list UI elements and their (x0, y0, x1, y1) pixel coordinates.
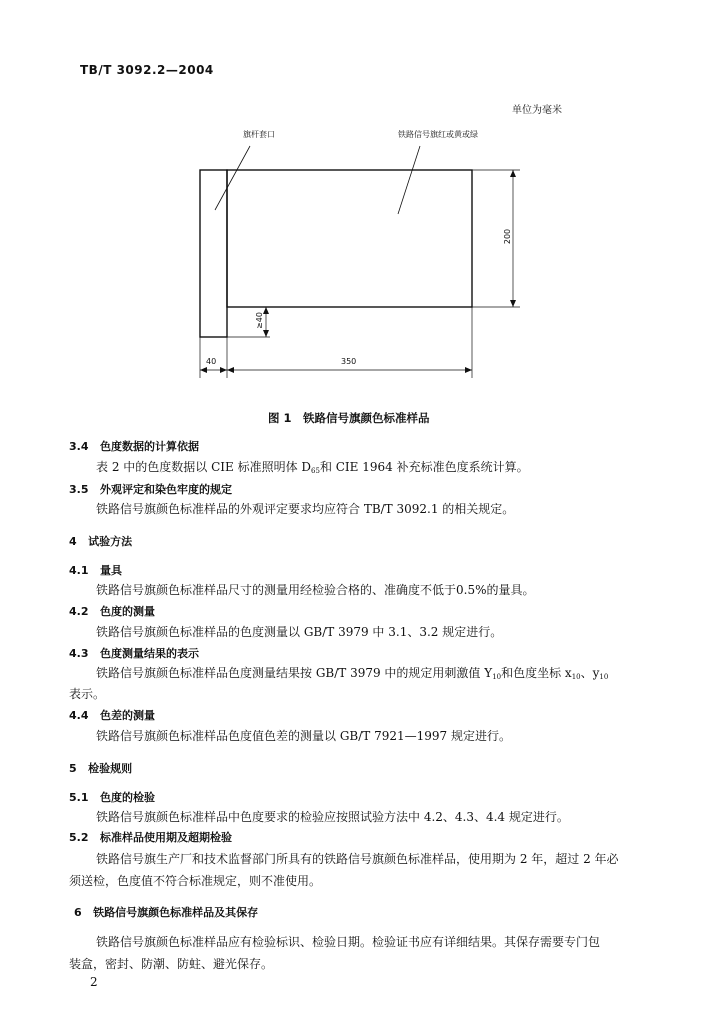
dim-label-40: 40 (206, 357, 217, 366)
heading-title: 外观评定和染色牢度的规定 (100, 483, 232, 496)
heading-3-5 (69, 481, 232, 497)
unit-note: 单位为毫米 (512, 105, 562, 116)
flag-body (227, 170, 472, 307)
heading-number: 3.4 (69, 440, 89, 453)
heading-number: 4.2 (69, 605, 89, 618)
heading-title: 检验规则 (88, 762, 133, 775)
dim-label-sleeve-height: ≥40 (254, 312, 264, 329)
paragraph-5-2-line2: 须送检，色度值不符合标准规定，则不准使用。 (69, 874, 322, 888)
paragraph-4-2: 铁路信号旗颜色标准样品的色度测量以 GB/T 3979 中 3.1、3.2 规定进行。 (96, 625, 503, 639)
heading-title: 色度测量结果的表示 (100, 647, 199, 660)
paragraph-4-1: 铁路信号旗颜色标准样品尺寸的测量用经检验合格的、准确度不低于0.5%的量具。 (96, 583, 535, 597)
paragraph-3-4: 表 2 中的色度数据以 CIE 标准照明体 $D_{65}$和 CIE 1964 补充标准色度系统计算。 (96, 460, 529, 475)
dim-label-200: 200 (503, 228, 513, 245)
heading-title: 试验方法 (88, 535, 133, 548)
heading-title: 色度的测量 (100, 605, 155, 618)
heading-title: 标准样品使用期及超期检验 (100, 831, 232, 844)
heading-5-1 (69, 789, 155, 805)
heading-4-2 (69, 603, 155, 619)
heading-number: 5 (69, 762, 77, 775)
standard-code: TB/T 3092.2—2004 (80, 63, 214, 77)
paragraph-5-2-line1: 铁路信号旗生产厂和技术监督部门所具有的铁路信号旗颜色标准样品，使用期为 2 年，超过 2 年必 (96, 852, 619, 866)
page-number: 2 (90, 975, 98, 989)
paragraph-6-line1: 铁路信号旗颜色标准样品应有检验标识、检验日期。检验证书应有详细结果。其保存需要专门包 (96, 935, 601, 949)
heading-5-2 (69, 829, 232, 845)
heading-title: 铁路信号旗颜色标准样品及其保存 (93, 906, 259, 919)
heading-6 (74, 904, 258, 920)
heading-number: 5.1 (69, 791, 89, 804)
heading-number: 4.3 (69, 647, 89, 660)
heading-4-4 (69, 707, 155, 723)
flag-leader (398, 146, 420, 214)
heading-4 (69, 533, 132, 549)
heading-title: 色度数据的计算依据 (100, 440, 199, 453)
heading-number: 4.1 (69, 564, 89, 577)
heading-4-1 (69, 562, 122, 578)
heading-number: 6 (74, 906, 82, 919)
paragraph-4-4: 铁路信号旗颜色标准样品色度值色差的测量以 GB/T 7921—1997 规定进行。 (96, 729, 511, 743)
paragraph-5-1: 铁路信号旗颜色标准样品中色度要求的检验应按照试验方法中 4.2、4.3、4.4 规定进行。 (96, 810, 569, 824)
heading-title: 色度的检验 (100, 791, 155, 804)
paragraph-4-3: 铁路信号旗颜色标准样品色度测量结果按 GB/T 3979 中的规定用刺激值 $Y_{10}$和色度坐标 $x_{10}$、$y_{10}$ (96, 666, 609, 681)
paragraph-4-3-cont: 表示。 (69, 687, 106, 701)
dim-label-350: 350 (341, 357, 357, 366)
sleeve-leader (215, 146, 250, 210)
heading-number: 4 (69, 535, 77, 548)
label-flag-color: 铁路信号旗红或黄或绿 (398, 130, 478, 139)
label-pole-sleeve: 旗杆套口 (243, 130, 275, 139)
heading-title: 色差的测量 (100, 709, 155, 722)
heading-title: 量具 (100, 564, 122, 577)
paragraph-6-line2: 装盒，密封、防潮、防蛀、避光保存。 (69, 957, 274, 971)
heading-number: 3.5 (69, 483, 89, 496)
heading-number: 4.4 (69, 709, 89, 722)
heading-4-3 (69, 645, 199, 661)
heading-number: 5.2 (69, 831, 89, 844)
paragraph-3-5: 铁路信号旗颜色标准样品的外观评定要求均应符合 TB/T 3092.1 的相关规定。 (96, 502, 515, 516)
heading-3-4 (69, 438, 199, 454)
figure-caption: 图 1 铁路信号旗颜色标准样品 (268, 411, 430, 425)
heading-5 (69, 760, 132, 776)
